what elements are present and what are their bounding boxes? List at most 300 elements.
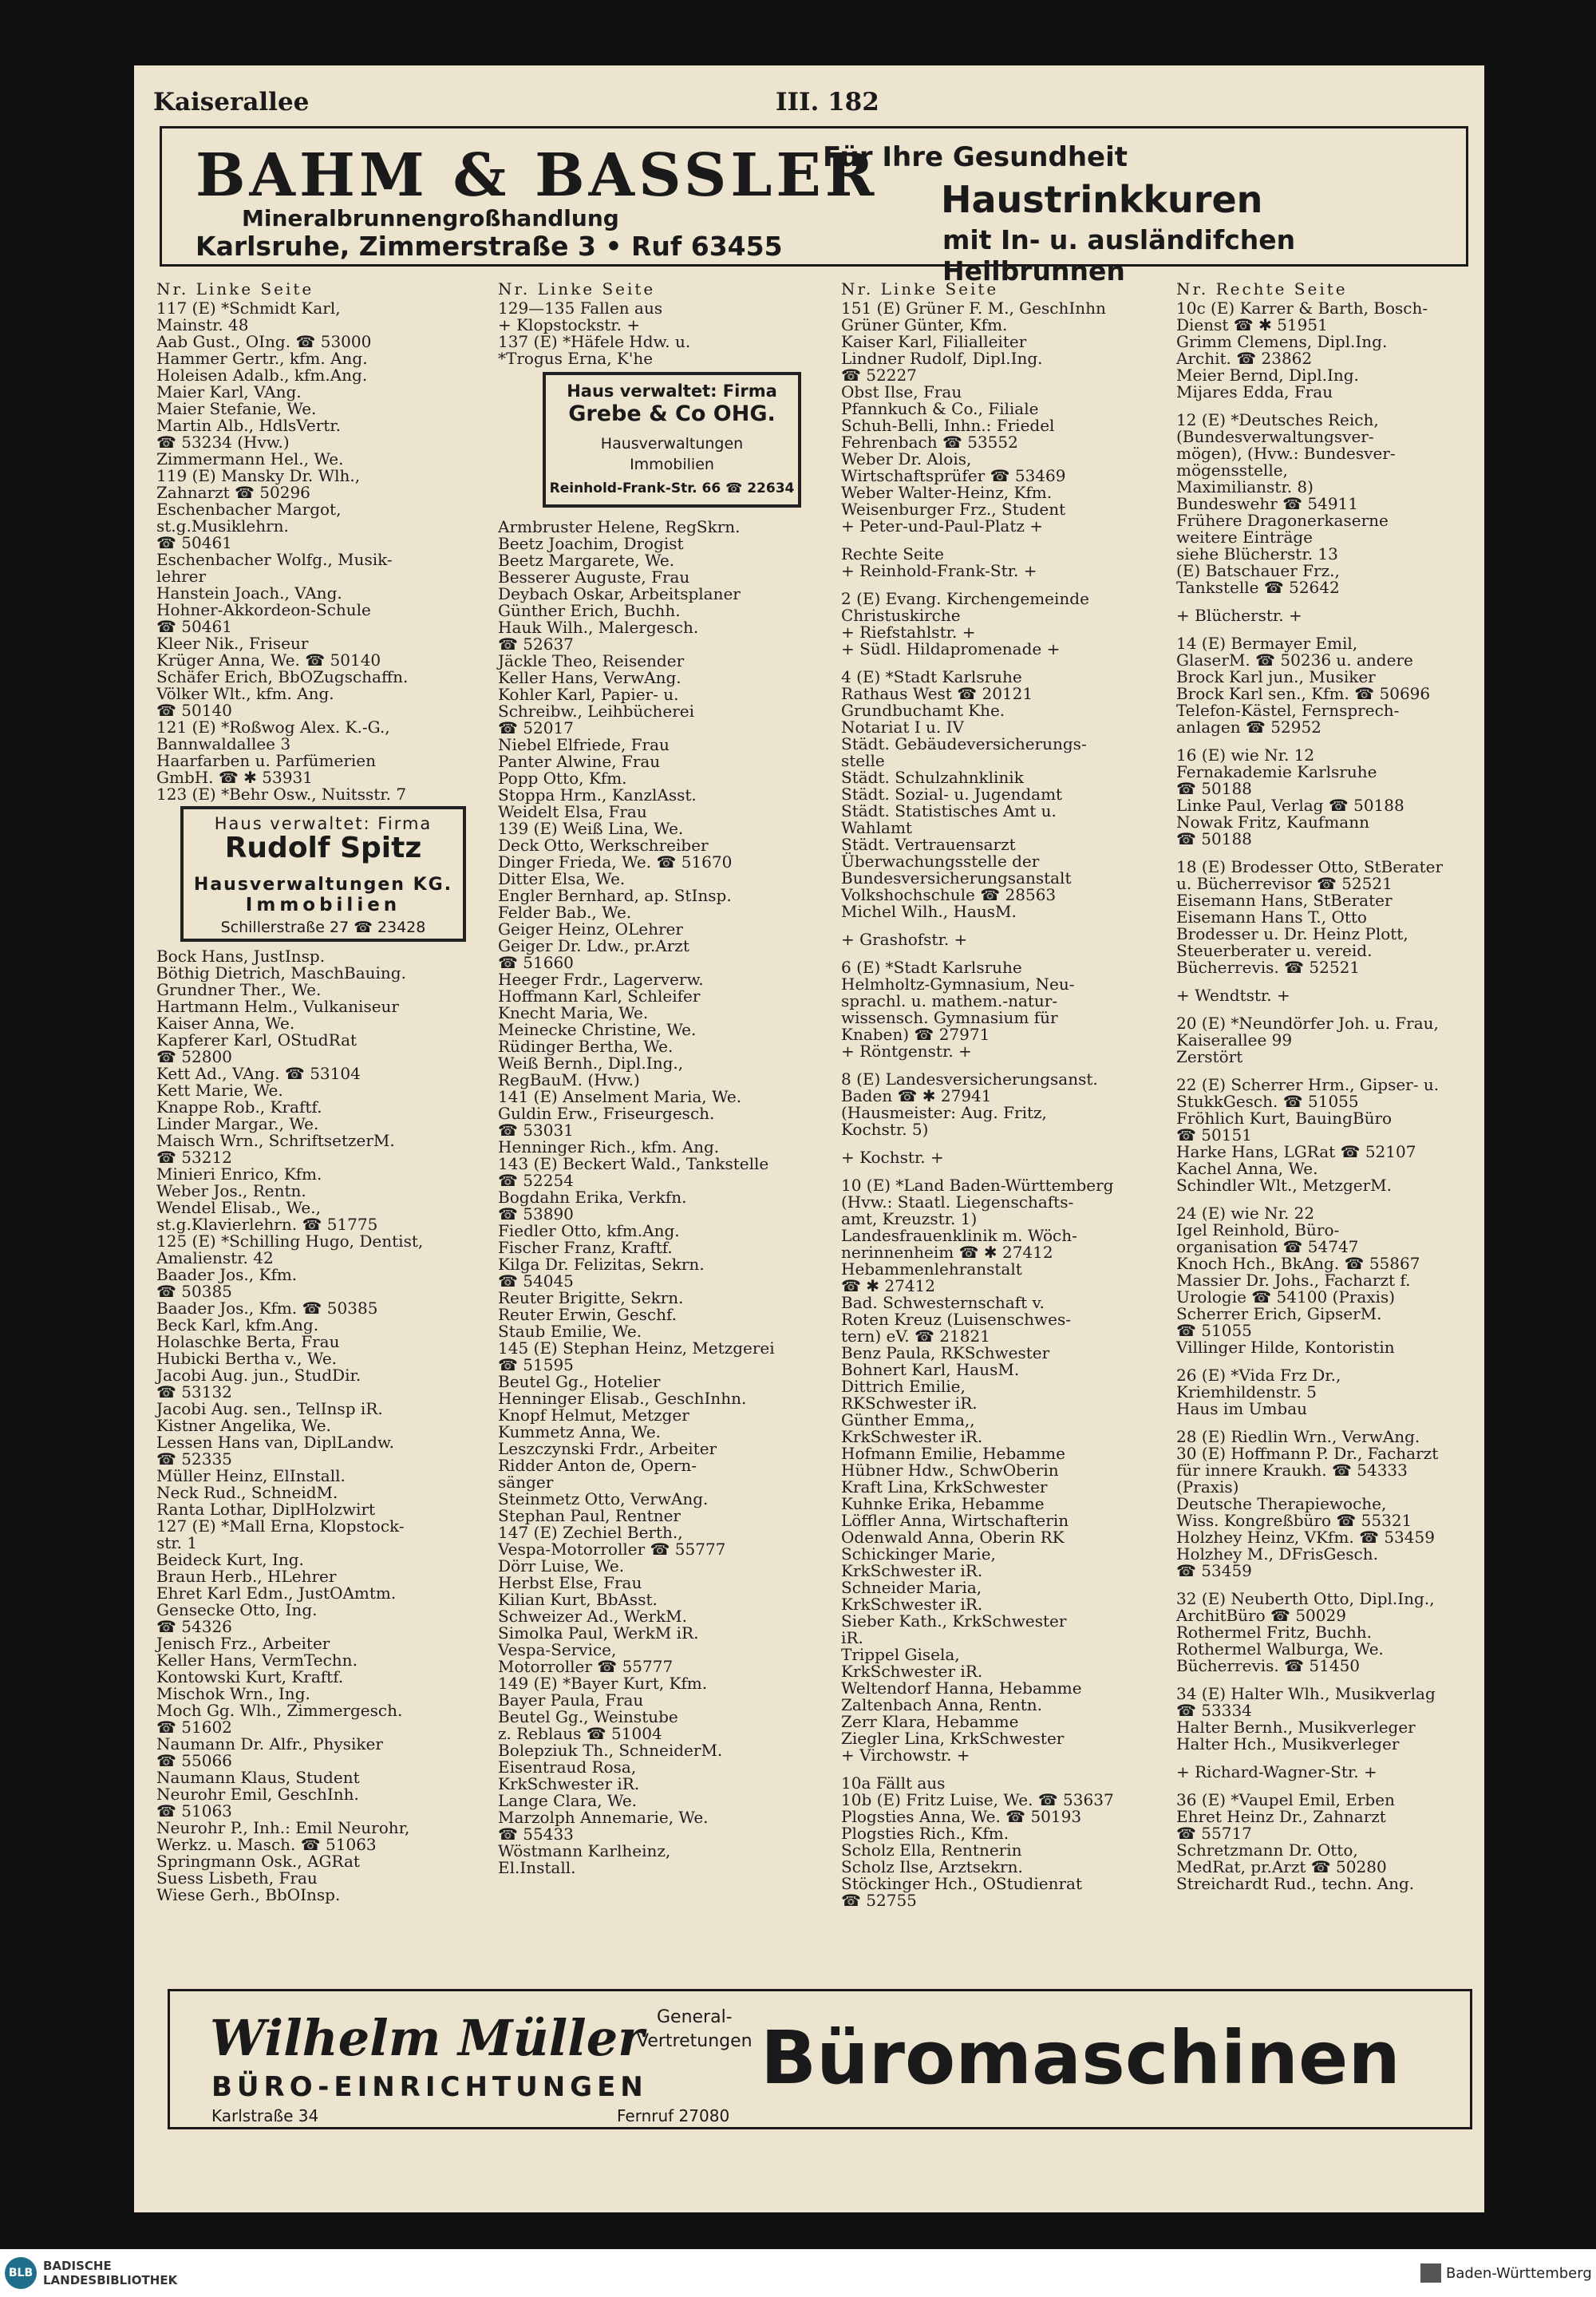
directory-line: Krüger Anna, We. ☎ 50140 [156,650,381,670]
directory-line: Villinger Hilde, Kontoristin [1176,1338,1395,1357]
directory-line: 129—135 Fallen aus [498,298,663,318]
directory-line: (Praxis) [1176,1477,1239,1496]
advertisement-rudolf-spitz [180,806,466,942]
directory-line: ☎ 52335 [156,1449,232,1469]
directory-line: Eisemann Hans, StBerater [1176,891,1393,910]
directory-line: Bad. Schwesternschaft v. [841,1293,1045,1312]
directory-line: KrkSchwester iR. [841,1561,983,1580]
directory-line: Löffler Anna, Wirtschafterin [841,1511,1069,1530]
directory-line: ☎ 50188 [1176,779,1252,798]
directory-line: tern) eV. ☎ 21821 [841,1326,990,1346]
directory-line: Wirtschaftsprüfer ☎ 53469 [841,466,1066,485]
directory-line: iR. [841,1628,863,1647]
directory-line: Meier Bernd, Dipl.Ing. [1176,366,1359,385]
directory-line: Nr. Linke Seite [841,279,999,298]
directory-line: Wahlamt [841,818,912,837]
directory-line: 121 (E) *Roßwog Alex. K.-G., [156,718,390,737]
directory-line: Rüdinger Bertha, We. [498,1037,674,1056]
directory-line: ☎ ✱ 27412 [841,1276,936,1295]
directory-line: 149 (E) *Bayer Kurt, Kfm. [498,1674,708,1693]
directory-line: Neck Rud., SchneidM. [156,1483,338,1502]
directory-line: Kachel Anna, We. [1176,1159,1318,1178]
directory-line: 16 (E) wie Nr. 12 [1176,745,1315,765]
directory-line: Gensecke Otto, Ing. [156,1600,318,1619]
directory-line: Brodesser u. Dr. Heinz Plott, [1176,924,1408,943]
directory-line: ☎ 52227 [841,366,917,385]
directory-line: ☎ 50188 [1176,829,1252,848]
directory-line: Eschenbacher Wolfg., Musik- [156,550,393,569]
directory-line: sänger [498,1473,554,1492]
directory-line: 127 (E) *Mall Erna, Klopstock- [156,1516,405,1536]
directory-line: Weber Jos., Rentn. [156,1181,306,1200]
directory-line: stelle [841,751,885,770]
directory-line: Maximilianstr. 8) [1176,477,1314,496]
directory-line: Dittrich Emilie, [841,1377,966,1396]
directory-line: 117 (E) *Schmidt Karl, [156,298,341,318]
directory-line: ☎ 53459 [1176,1561,1252,1580]
directory-line: Kuhnke Erika, Hebamme [841,1494,1045,1513]
directory-line: RKSchwester iR. [841,1394,978,1413]
directory-line: 125 (E) *Schilling Hugo, Dentist, [156,1232,424,1251]
directory-line: mögen), (Hvw.: Bundesver- [1176,444,1396,463]
directory-line: Beetz Margarete, We. [498,551,675,570]
directory-line: 10 (E) *Land Baden-Württemberg [841,1176,1114,1195]
directory-line: Wendel Elisab., We., [156,1198,321,1217]
directory-line: 151 (E) Grüner F. M., GeschInhn [841,298,1106,318]
directory-line: Guldin Erw., Friseurgesch. [498,1104,715,1123]
directory-line: + Reinhold-Frank-Str. + [841,561,1037,580]
directory-line: Keller Hans, VermTechn. [156,1651,358,1670]
directory-line: Besserer Auguste, Frau [498,567,690,587]
directory-line: Popp Otto, Kfm. [498,769,627,788]
directory-line: + Virchowstr. + [841,1745,970,1765]
directory-line: 6 (E) *Stadt Karlsruhe [841,958,1022,977]
directory-line: Beutel Gg., Weinstube [498,1707,678,1726]
directory-line: ☎ 55717 [1176,1824,1252,1843]
directory-line: 123 (E) *Behr Osw., Nuitsstr. 7 [156,785,407,804]
directory-line: Maier Karl, VAng. [156,382,302,401]
directory-line: Kistner Angelika, We. [156,1416,331,1435]
directory-line: Rothermel Fritz, Buchh. [1176,1623,1372,1642]
directory-line: Steinmetz Otto, VerwAng. [498,1489,709,1508]
directory-line: (Hausmeister: Aug. Fritz, [841,1103,1047,1122]
directory-line: ☎ 55433 [498,1825,574,1844]
bw-coat-of-arms-icon [1420,2263,1441,2283]
ad-grebe-line-3: Hausverwaltungen [600,435,744,453]
directory-line: Suess Lisbeth, Frau [156,1868,318,1888]
ad-spitz-line-3: Hausverwaltungen KG. [193,875,453,895]
directory-line: Knecht Maria, We. [498,1003,649,1022]
directory-line: Hoffmann Karl, Schleifer [498,986,701,1006]
directory-line: Stoppa Hrm., KanzlAsst. [498,785,697,805]
ad-slogan-2: Haustrinkkuren [941,178,1263,221]
directory-line: Engler Bernhard, ap. StInsp. [498,886,732,905]
directory-line: Eschenbacher Margot, [156,500,342,519]
column-4-entries [1176,281,1503,1892]
directory-line: 145 (E) Stephan Heinz, Metzgerei [498,1338,775,1358]
directory-line: Stephan Paul, Rentner [498,1506,681,1525]
directory-line: Hohner-Akkordeon-Schule [156,600,371,619]
directory-line: Holzhey Heinz, VKfm. ☎ 53459 [1176,1528,1435,1547]
directory-line: 12 (E) *Deutsches Reich, [1176,410,1379,429]
directory-line: Fröhlich Kurt, BauingBüro [1176,1109,1393,1128]
directory-line: Panter Alwine, Frau [498,752,661,771]
directory-line: Ehret Heinz Dr., Zahnarzt [1176,1807,1386,1826]
directory-line: GmbH. ☎ ✱ 53931 [156,768,313,787]
directory-line: Geiger Heinz, OLehrer [498,919,683,939]
directory-line: 143 (E) Beckert Wald., Tankstelle [498,1154,769,1173]
directory-line: Obst Ilse, Frau [841,382,962,401]
directory-line: + Südl. Hildapromenade + [841,639,1061,658]
directory-line: Knoch Hch., BkAng. ☎ 55867 [1176,1254,1420,1273]
directory-line: Bundeswehr ☎ 54911 [1176,494,1359,513]
directory-line: Knopf Helmut, Metzger [498,1405,689,1425]
directory-line: Haarfarben u. Parfümerien [156,751,377,770]
directory-line: Bücherrevis. ☎ 51450 [1176,1656,1361,1675]
blb-name-1: BADISCHE [43,2259,112,2273]
directory-line: Werkz. u. Masch. ☎ 51063 [156,1835,377,1854]
directory-line: 137 (E) *Häfele Hdw. u. [498,332,691,351]
directory-line: Fernakademie Karlsruhe [1176,762,1377,781]
ad-wm-gen-1: General- [656,2007,733,2027]
directory-line: Kilian Kurt, BbAsst. [498,1590,658,1609]
directory-line: Minieri Enrico, Kfm. [156,1164,322,1184]
directory-line: ☎ 50461 [156,533,232,552]
directory-line: Braun Herb., HLehrer [156,1567,337,1586]
directory-line: Scholz Ella, Rentnerin [841,1840,1022,1860]
directory-line: + Riefstahlstr. + [841,623,976,642]
ad-company-name: BAHM & BASSLER [196,141,879,210]
ad-slogan-1: Für Ihre Gesundheit [823,141,1128,173]
directory-line: Kochstr. 5) [841,1120,929,1139]
directory-line: Weidelt Elsa, Frau [498,802,647,821]
directory-line: Nowak Fritz, Kaufmann [1176,812,1369,832]
directory-line: Lange Clara, We. [498,1791,638,1810]
directory-line: Grüner Günter, Kfm. [841,315,1008,334]
directory-line: Bock Hans, JustInsp. [156,947,326,966]
directory-line: ☎ 52637 [498,635,574,654]
directory-line: Schneider Maria, [841,1578,982,1597]
ad-slogan-3: mit In- u. ausländifchen Heilbrunnen [942,224,1296,287]
directory-line: Kaiser Karl, Filialleiter [841,332,1027,351]
directory-line: für innere Kraukh. ☎ 54333 [1176,1461,1408,1480]
directory-line: (Hvw.: Staatl. Liegenschafts- [841,1192,1074,1212]
directory-line: Bohnert Karl, HausM. [841,1360,1020,1379]
directory-line: st.g.Musiklehrn. [156,516,289,536]
directory-line: ☎ 51055 [1176,1321,1252,1340]
ad-spitz-line-4: Immobilien [245,895,401,915]
directory-line: Schindler Wlt., MetzgerM. [1176,1176,1392,1195]
directory-line: + Grashofstr. + [841,930,968,949]
directory-line: st.g.Klavierlehrn. ☎ 51775 [156,1215,378,1234]
ad-wm-phone: Fernruf 27080 [617,2106,730,2125]
page-number: III. 182 [776,88,879,117]
ad-wm-general [637,2006,753,2054]
directory-line: Kapferer Karl, OStudRat [156,1030,358,1050]
ad-wm-gen-2: Vertretungen [637,2031,753,2051]
directory-line: str. 1 [156,1533,198,1552]
ad-wm-address: Karlstraße 34 [211,2106,319,2125]
directory-line: Sieber Kath., KrkSchwester [841,1611,1067,1631]
directory-line: Brock Karl jun., Musiker [1176,667,1376,686]
directory-line: Kriemhildenstr. 5 [1176,1382,1317,1402]
directory-line: Vespa-Service, [498,1640,617,1659]
directory-line: Lindner Rudolf, Dipl.Ing. [841,349,1043,368]
directory-line: 14 (E) Bermayer Emil, [1176,634,1358,653]
directory-line: Neurohr P., Inh.: Emil Neurohr, [156,1818,410,1837]
blb-logo-icon[interactable]: BLB [5,2257,37,2289]
directory-line: Scholz Ilse, Arztsekrn. [841,1857,1023,1876]
directory-line: Hanstein Joach., VAng. [156,583,342,603]
directory-line: + Wendtstr. + [1176,986,1290,1005]
directory-line: Staub Emilie, We. [498,1322,642,1341]
directory-line: Mijares Edda, Frau [1176,382,1333,401]
directory-line: Archit. ☎ 23862 [1176,349,1313,368]
directory-line: Hübner Hdw., SchwOberin [841,1461,1059,1480]
directory-line: MedRat, pr.Arzt ☎ 50280 [1176,1857,1387,1876]
directory-line: ☎ 53234 (Hvw.) [156,433,290,452]
column-3 [841,281,1168,1909]
directory-line: nerinnenheim ☎ ✱ 27412 [841,1243,1053,1262]
directory-line: ☎ 52800 [156,1047,232,1066]
ad-spitz-line-2: Rudolf Spitz [224,832,422,864]
directory-line: Bücherrevis. ☎ 52521 [1176,958,1361,977]
directory-line: Rechte Seite [841,544,945,563]
directory-line: (Bundesverwaltungsver- [1176,427,1374,446]
directory-line: anlagen ☎ 52952 [1176,718,1321,737]
column-3-entries [841,281,1168,1909]
directory-line: Holeisen Adalb., kfm.Ang. [156,366,368,385]
advertisement-grebe-co [543,372,801,508]
directory-line: Städt. Vertrauensarzt [841,835,1016,854]
directory-line: Haus im Umbau [1176,1399,1308,1418]
directory-line: Jäckle Theo, Reisender [498,651,685,670]
directory-line: Zerr Klara, Hebamme [841,1712,1019,1731]
directory-line: Jacobi Aug. jun., StudDir. [156,1366,361,1385]
directory-line: KrkSchwester iR. [841,1662,983,1681]
directory-line: Beutel Gg., Hotelier [498,1372,661,1391]
directory-line: wissensch. Gymnasium für [841,1008,1058,1027]
directory-line: Bundesversicherungsanstalt [841,868,1072,888]
directory-line: ArchitBüro ☎ 50029 [1176,1606,1346,1625]
directory-line: Hauk Wilh., Malergesch. [498,618,699,637]
directory-line: Nr. Linke Seite [498,279,656,298]
bw-name: Baden-Württemberg [1446,2265,1592,2282]
directory-line: Christuskirche [841,606,961,625]
directory-line: ☎ 53031 [498,1121,574,1140]
advertisement-wilhelm-mueller [168,1989,1472,2129]
directory-line: Nr. Linke Seite [156,279,314,298]
directory-line: Halter Bernh., Musikverleger [1176,1718,1416,1737]
directory-line: Beck Karl, kfm.Ang. [156,1315,319,1334]
directory-line: Ditter Elsa, We. [498,869,626,888]
directory-line: ☎ 53334 [1176,1701,1252,1720]
directory-line: + Kochstr. + [841,1148,944,1167]
directory-line: Helmholtz-Gymnasium, Neu- [841,975,1075,994]
directory-line: Plogsties Rich., Kfm. [841,1824,1009,1843]
directory-line: Heeger Frdr., Lagerverw. [498,970,704,989]
directory-line: Überwachungsstelle der [841,852,1040,871]
directory-line: Motorroller ☎ 55777 [498,1657,674,1676]
directory-line: Müller Heinz, ElInstall. [156,1466,346,1485]
directory-line: Fiedler Otto, kfm.Ang. [498,1221,680,1240]
viewer-footer [0,2249,1596,2297]
column-1-entries-top [156,281,484,803]
directory-line: Knaben) ☎ 27971 [841,1025,990,1044]
directory-line: Kett Ad., VAng. ☎ 53104 [156,1064,361,1083]
directory-line: ☎ 51595 [498,1355,574,1374]
ad-grebe-line-1: Haus verwaltet: Firma [567,382,777,401]
directory-line: Wiese Gerh., BbOInsp. [156,1885,341,1904]
directory-line: Leszczynski Frdr., Arbeiter [498,1439,717,1458]
directory-line: lehrer [156,567,207,586]
directory-line: 4 (E) *Stadt Karlsruhe [841,667,1022,686]
directory-line: Böthig Dietrich, MaschBauing. [156,963,406,982]
directory-line: Armbruster Helene, RegSkrn. [498,517,741,536]
directory-line: Maisch Wrn., SchriftsetzerM. [156,1131,395,1150]
directory-line: Hebammenlehranstalt [841,1259,1022,1279]
directory-line: Eisemann Hans T., Otto [1176,907,1367,927]
ad-wm-name: Wilhelm Müller [210,2009,644,2067]
directory-line: Hubicki Bertha v., We. [156,1349,338,1368]
directory-line: Hammer Gertr., kfm. Ang. [156,349,368,368]
directory-line: Bannwaldallee 3 [156,734,291,753]
directory-line: Ridder Anton de, Opern- [498,1456,697,1475]
directory-line: Kontowski Kurt, Kraftf. [156,1667,344,1686]
directory-line: Pfannkuch & Co., Filiale [841,399,1039,418]
directory-line: Städt. Gebäudeversicherungs- [841,734,1087,753]
directory-line: Schreibw., Leihbücherei [498,702,694,721]
directory-line: Maier Stefanie, We. [156,399,317,418]
directory-line: Ranta Lothar, DiplHolzwirt [156,1500,376,1519]
directory-line: Zerstört [1176,1047,1243,1066]
directory-line: ☎ 52254 [498,1171,574,1190]
directory-line: Scherrer Erich, GipserM. [1176,1304,1382,1323]
directory-line: Zahnarzt ☎ 50296 [156,483,310,502]
directory-line: ☎ 54045 [498,1271,574,1291]
directory-line: 22 (E) Scherrer Hrm., Gipser- u. [1176,1075,1440,1094]
directory-line: Neurohr Emil, GeschInh. [156,1785,359,1804]
column-2-entries-bottom [498,519,825,1876]
directory-line: Reuter Brigitte, Sekrn. [498,1288,684,1307]
ad-spitz-line-1: Haus verwaltet: Firma [214,814,433,833]
column-2 [498,281,825,1876]
directory-line: Roten Kreuz (Luisenschwes- [841,1310,1071,1329]
directory-line: Meinecke Christine, We. [498,1020,697,1039]
directory-line: Keller Hans, VerwAng. [498,668,681,687]
directory-line: Eisentraud Rosa, [498,1757,637,1777]
directory-line: Deutsche Therapiewoche, [1176,1494,1387,1513]
directory-line: Dienst ☎ ✱ 51951 [1176,315,1328,334]
directory-line: ☎ 51660 [498,953,574,972]
directory-line: Ziegler Lina, KrkSchwester [841,1729,1065,1748]
directory-line: Holaschke Berta, Frau [156,1332,340,1351]
directory-line: Weber Walter-Heinz, Kfm. [841,483,1053,502]
directory-line: 2 (E) Evang. Kirchengemeinde [841,589,1089,608]
directory-line: weitere Einträge [1176,528,1314,547]
directory-line: Schäfer Erich, BbOZugschaffn. [156,667,409,686]
directory-line: Odenwald Anna, Oberin RK [841,1528,1065,1547]
directory-line: RegBauM. (Hvw.) [498,1070,640,1089]
directory-line: Marzolph Annemarie, We. [498,1808,709,1827]
directory-line: Jenisch Frz., Arbeiter [156,1634,330,1653]
directory-line: Wöstmann Karlheinz, [498,1841,671,1860]
directory-line: 18 (E) Brodesser Otto, StBerater [1176,857,1444,876]
directory-line: Holzhey M., DFrisGesch. [1176,1544,1378,1564]
directory-line: StukkGesch. ☎ 51055 [1176,1092,1359,1111]
directory-line: u. Bücherrevisor ☎ 52521 [1176,874,1393,893]
directory-line: Ehret Karl Edm., JustOAmtm. [156,1583,397,1603]
directory-line: 36 (E) *Vaupel Emil, Erben [1176,1790,1395,1809]
directory-line: ☎ 51602 [156,1718,232,1737]
directory-line: Notariat I u. IV [841,718,964,737]
directory-line: Stöckinger Hch., OStudienrat [841,1874,1082,1893]
directory-line: Beetz Joachim, Drogist [498,534,684,553]
directory-line: Günther Erich, Buchh. [498,601,681,620]
directory-line: Fischer Franz, Kraftf. [498,1238,673,1257]
directory-line: Igel Reinhold, Büro- [1176,1220,1340,1239]
directory-line: + Peter-und-Paul-Platz + [841,516,1044,536]
directory-line: Harke Hans, LGRat ☎ 52107 [1176,1142,1416,1161]
directory-line: Henninger Rich., kfm. Ang. [498,1137,720,1156]
directory-line: Bayer Paula, Frau [498,1690,644,1710]
directory-line: 20 (E) *Neundörfer Joh. u. Frau, [1176,1014,1439,1033]
directory-line: Beideck Kurt, Ing. [156,1550,304,1569]
directory-line: Benz Paula, RKSchwester [841,1343,1050,1362]
advertisement-bahm-bassler [160,126,1468,287]
directory-line: Landesfrauenklinik m. Wöch- [841,1226,1077,1245]
directory-line: Linder Margar., We. [156,1114,319,1133]
directory-line: Aab Gust., OIng. ☎ 53000 [156,332,372,351]
directory-line: Streichardt Rud., techn. Ang. [1176,1874,1415,1893]
blb-name-2: LANDESBIBLIOTHEK [43,2273,178,2287]
directory-line: Telefon-Kästel, Fernsprech- [1176,701,1400,720]
directory-line: Weisenburger Frz., Student [841,500,1066,519]
directory-line: ☎ 50461 [156,617,232,636]
directory-line: Deybach Oskar, Arbeitsplaner [498,584,741,603]
column-4 [1176,281,1503,1892]
directory-line: 28 (E) Riedlin Wrn., VerwAng. [1176,1427,1420,1446]
directory-line: Grimm Clemens, Dipl.Ing. [1176,332,1388,351]
ad-address: Karlsruhe, Zimmerstraße 3 • Ruf 63455 [196,231,783,262]
directory-line: 10c (E) Karrer & Barth, Bosch- [1176,298,1428,318]
column-1-entries-bottom [156,948,484,1904]
directory-line: Kummetz Anna, We. [498,1422,662,1441]
directory-line: ☎ 50140 [156,701,232,720]
directory-line: Kleer Nik., Friseur [156,634,309,653]
directory-line: Simolka Paul, WerkM iR. [498,1623,699,1643]
directory-line: Baader Jos., Kfm. [156,1265,298,1284]
directory-line: amt, Kreuzstr. 1) [841,1209,978,1228]
directory-line: KrkSchwester iR. [841,1427,983,1446]
directory-line: Frühere Dragonerkaserne [1176,511,1389,530]
directory-line: KrkSchwester iR. [498,1774,640,1793]
directory-line: Hartmann Helm., Vulkaniseur [156,997,399,1016]
directory-line: Weiß Bernh., Dipl.Ing., [498,1054,684,1073]
directory-line: Günther Emma,, [841,1410,975,1429]
directory-line: Weber Dr. Alois, [841,449,972,468]
directory-line: Schweizer Ad., WerkM. [498,1607,688,1626]
directory-line: Trippel Gisela, [841,1645,960,1664]
column-1 [156,281,484,1904]
directory-line: Baden ☎ ✱ 27941 [841,1086,992,1105]
directory-line: Linke Paul, Verlag ☎ 50188 [1176,796,1404,815]
directory-line: Städt. Schulzahnklinik [841,768,1024,787]
directory-line: ☎ 52755 [841,1891,917,1910]
directory-line: 34 (E) Halter Wlh., Musikverlag [1176,1684,1436,1703]
directory-line: GlaserM. ☎ 50236 u. andere [1176,650,1413,670]
directory-line: Bolepziuk Th., SchneiderM. [498,1741,723,1760]
